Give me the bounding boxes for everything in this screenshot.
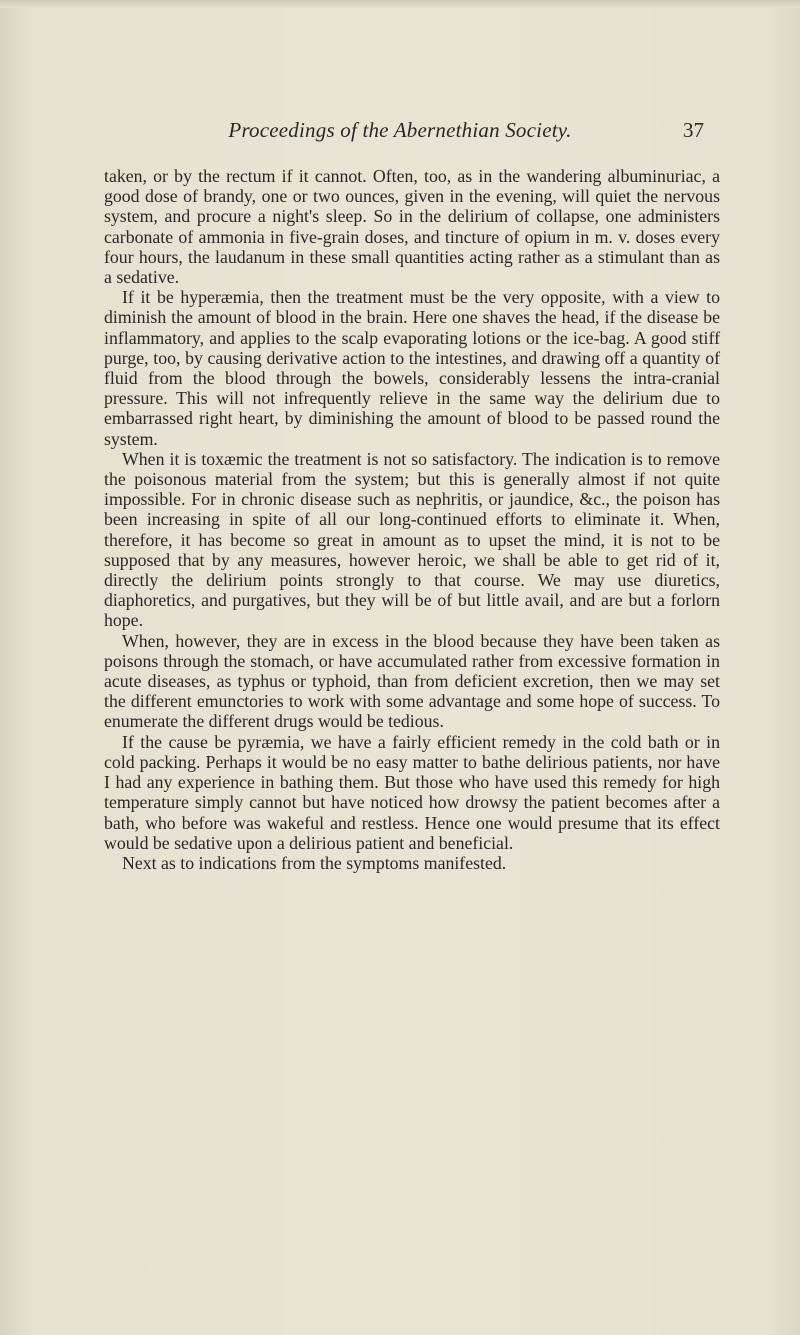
running-head-title: Proceedings of the Abernethian Society.: [228, 118, 572, 142]
body-text: [104, 166, 720, 873]
page-top-edge: [0, 0, 800, 8]
paragraph: When it is toxæmic the treatment is not so satisfactory. The indication is to remove the poisonous material from the system; but this is generally almost if not quite impossible. For in chronic disease such as nephritis, or jaundice, &c., the poison has been increasing in spite of all our long-continued efforts to eliminate it. When, therefore, it has become so great in amount as to upset the mind, it is not to be supposed that by any measures, however heroic, we shall be able to get rid of it, directly the delirium points strongly to that course. We may use diuretics, diaphoretics, and purgatives, but they will be of but little avail, and are but a forlorn hope.: [104, 448, 720, 631]
paragraph: Next as to indications from the symptoms manifested.: [122, 852, 507, 873]
running-head: [0, 118, 800, 148]
paragraph: If the cause be pyræmia, we have a fairly efficient remedy in the cold bath or in cold packing. Perhaps it would be no easy matter to bathe delirious patients, nor have I had any experience in bathing them. But those who have used this remedy for high temperature simply cannot but have noticed how drowsy the patient becomes after a bath, who before was wakeful and restless. Hence one would presume that its effect would be sedative upon a delirious patient and beneficial.: [104, 731, 720, 853]
paragraph: taken, or by the rectum if it cannot. Often, too, as in the wandering albuminuriac, a good dose of brandy, one or two ounces, given in the evening, will quiet the nervous system, and procure a night's sleep. So in the delirium of collapse, one administers carbonate of ammonia in five-grain doses, and tincture of opium in m. v. doses every four hours, the laudanum in these small quantities acting rather as a stimulant than as a sedative.: [104, 166, 720, 288]
paragraph: When, however, they are in excess in the blood because they have been taken as poisons through the stomach, or have accumulated rather from excessive formation in acute diseases, as typhus or typhoid, than from deficient excretion, then we may set the different emunctories to work with some advantage and some hope of success. To enumerate the different drugs would be tedious.: [104, 630, 720, 732]
paragraph: If it be hyperæmia, then the treatment must be the very opposite, with a view to diminish the amount of blood in the brain. Here one shaves the head, if the disease be inflammatory, and applies to the scalp evaporating lotions or the ice-bag. A good stiff purge, too, by causing derivative action to the intestines, and drawing off a quantity of fluid from the blood through the bowels, considerably lessens the intra-cranial pressure. This will not infrequently relieve in the same way the delirium due to embarrassed right heart, by diminishing the amount of blood to be passed round the system.: [104, 287, 720, 449]
page-number: 37: [683, 118, 704, 142]
